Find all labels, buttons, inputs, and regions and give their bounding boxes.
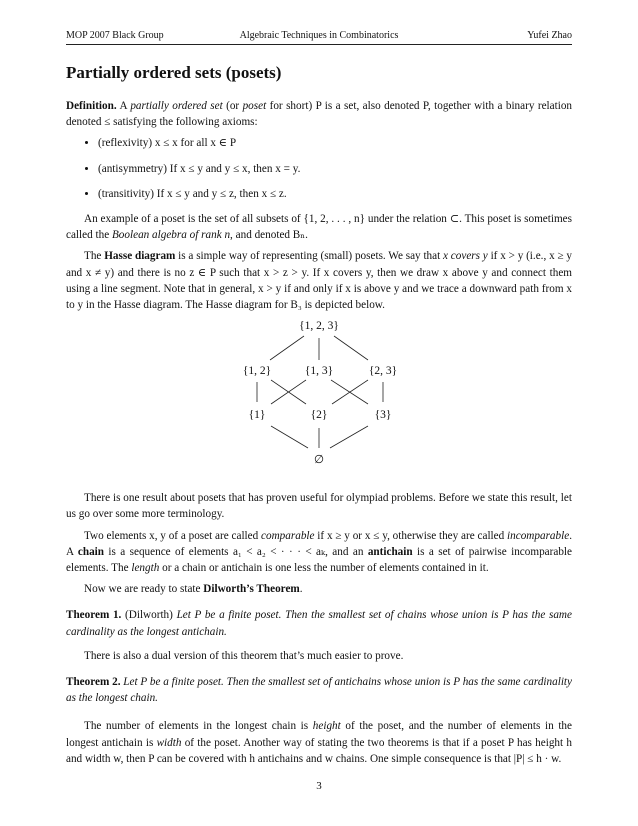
page-body	[66, 62, 572, 772]
node-empty: ∅	[313, 454, 325, 467]
header-center: Algebraic Techniques in Combinatorics	[239, 30, 399, 41]
definition-paragraph: Definition. A partially ordered set (or poset for short) P is a set, also denoted P, together with a binary relation denoted ≤ satisfying the following axioms:	[66, 100, 573, 129]
node-3: {3}	[374, 409, 392, 422]
axiom-antisymmetry: • (antisymmetry) If x ≤ y and y ≤ x, then x = y.	[98, 161, 572, 177]
theorem-1: Theorem 1. (Dilworth) Let P be a finite poset. Then the smallest set of chains whose union is P has the same cardinality as the longest antichain.	[66, 609, 572, 638]
theorem-1-label: Theorem 1.	[66, 609, 122, 622]
theorem-2-label: Theorem 2.	[66, 676, 121, 689]
definition-label: Definition.	[66, 100, 117, 112]
closing-paragraph: The number of elements in the longest chain is height of the poset, and the number of elements in the longest antichain is width of the poset. Another way of stating the two theorems is that if a poset P has height h and width w, then P can be covered with h antichains and w chains. One simple consequence is that |P| ≤ h · w.	[66, 720, 572, 765]
node-2: {2}	[310, 409, 328, 422]
axiom-list	[66, 135, 572, 202]
hasse-diagram	[66, 318, 572, 480]
ready-paragraph: Now we are ready to state Dilworth’s Theorem.	[84, 583, 303, 596]
page-number: 3	[316, 780, 322, 792]
edge-123-23	[334, 336, 368, 360]
header-left: MOP 2007 Black Group	[66, 30, 164, 41]
node-13: {1, 3}	[304, 365, 334, 378]
header-right: Yufei Zhao	[527, 30, 572, 41]
dual-paragraph: There is also a dual version of this theorem that’s much easier to prove.	[84, 649, 404, 662]
terms-paragraph: Two elements x, y of a poset are called comparable if x ≥ y or x ≤ y, otherwise they are called incomparable. A chain is a sequence of elements a₁ < a₂ < · · · < aₖ, and an antichain is a set of pairwise incomparable elements. The length or a chain or antichain is one less the number of elements contained in it.	[66, 529, 572, 575]
example-paragraph: An example of a poset is the set of all subsets of {1, 2, . . . , n} under the relation ⊂. This poset is sometimes called the Boolean algebra of rank n, and denoted Bₙ.	[66, 213, 572, 242]
section-title: Partially ordered sets (posets)	[66, 63, 282, 82]
node-1: {1}	[248, 409, 266, 422]
edge-123-12	[270, 336, 304, 360]
theorem-2: Theorem 2. Let P be a finite poset. Then the smallest set of antichains whose union is P has the same cardinality as the longest chain.	[66, 676, 572, 705]
node-123: {1, 2, 3}	[299, 320, 339, 333]
node-23: {2, 3}	[368, 365, 398, 378]
edge-3-empty	[330, 426, 368, 448]
node-12: {1, 2}	[242, 365, 272, 378]
running-header	[66, 30, 572, 45]
edge-1-empty	[271, 426, 308, 448]
result-intro-paragraph: There is one result about posets that has proven useful for olympiad problems. Before we state this result, let us go over some more terminology.	[66, 492, 572, 521]
axiom-reflexivity: • (reflexivity) x ≤ x for all x ∈ P	[98, 135, 572, 151]
axiom-transitivity: • (transitivity) If x ≤ y and y ≤ z, then x ≤ z.	[98, 186, 572, 202]
hasse-paragraph: The Hasse diagram is a simple way of representing (small) posets. We say that x covers y if x > y (i.e., x ≥ y and x ≠ y) and there is no z ∈ P such that x > z > y. If x covers y, then we draw x above y and connect them using a line segment. Note that in general, x > y if and only if x is above y and we trace a downward path from x to y in the Hasse diagram. The Hasse diagram for B₃ is depicted below.	[66, 250, 572, 312]
